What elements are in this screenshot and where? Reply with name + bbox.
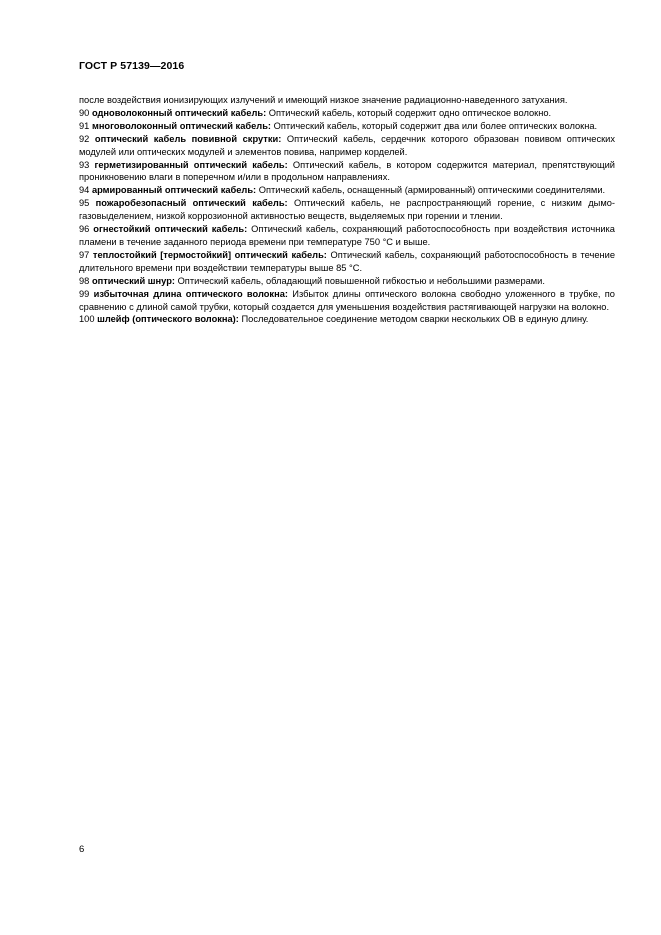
term-entry-100: [79, 313, 615, 326]
entry-number: 100: [79, 314, 95, 325]
page-number: 6: [79, 844, 85, 855]
term-definition: Избыток длины оптического волокна свободно уложенного в трубке, по сравнению с длиной самой трубки, который создается для уменьшения воздействия растягивающей нагрузки на волокно.: [79, 288, 615, 312]
term-entry-93: [79, 159, 615, 185]
term-entry-91: [79, 120, 615, 133]
term-entry-90: [79, 107, 615, 120]
term-definition: Оптический кабель, который содержит два или более оптических волокна.: [273, 120, 598, 131]
standard-designation: ГОСТ Р 57139—2016: [79, 60, 185, 72]
entry-number: 91: [79, 120, 90, 131]
term-name: пожаробезопасный оптический кабель:: [95, 198, 288, 209]
entry-number: 96: [79, 224, 90, 235]
term-definition: Оптический кабель, не распространяющий горение, с низким дымо-газовыделением, низкой коррозионной активностью веществ, выделяемых при горении и тлении.: [79, 198, 615, 222]
term-name: избыточная длина оптического волокна:: [93, 288, 288, 299]
term-definition: Оптический кабель, в котором содержится материал, препятствующий проникновению влаги в поперечном и/или в продольном направлениях.: [79, 159, 615, 183]
term-entry-97: [79, 249, 615, 275]
term-definition: Оптический кабель, который содержит одно оптическое волокно.: [268, 107, 552, 118]
entry-number: 97: [79, 249, 90, 260]
term-name: шлейф (оптического волокна):: [97, 314, 239, 325]
term-name: оптический шнур:: [91, 275, 175, 286]
entry-number: 98: [79, 275, 90, 286]
term-name: теплостойкий [термостойкий] оптический кабель:: [92, 249, 327, 260]
term-entry-92: [79, 133, 615, 159]
term-name: армированный оптический кабель:: [91, 185, 257, 196]
term-definition: Оптический кабель, обладающий повышенной гибкостью и небольшими размерами.: [177, 275, 545, 286]
term-name: оптический кабель повивной скрутки:: [94, 133, 282, 144]
term-definition: Оптический кабель, оснащенный (армированный) оптическими соединителями.: [258, 185, 606, 196]
term-definition: Оптический кабель, сохраняющий работоспособность в течение длительного времени при воздействии температуры выше 85 °С.: [79, 249, 615, 273]
entry-number: 94: [79, 185, 90, 196]
term-definition: Оптический кабель, сердечник которого образован повивом оптических модулей или оптических модулей и элементов повива, например корделей.: [79, 133, 615, 157]
term-entry-94: [79, 184, 615, 197]
term-entry-95: [79, 197, 615, 223]
term-definition: Оптический кабель, сохраняющий работоспособность при воздействия источника пламени в течение заданного периода времени при температуре 750 °С и выше.: [79, 224, 615, 247]
term-name: герметизированный оптический кабель:: [94, 159, 288, 170]
term-name: огнестойкий оптический кабель:: [93, 224, 248, 235]
entry-number: 95: [79, 198, 90, 209]
terms-list: [79, 94, 615, 326]
entry-number: 90: [79, 107, 90, 118]
entry-number: 92: [79, 133, 90, 144]
term-name: одноволоконный оптический кабель:: [91, 107, 267, 118]
continuation-text: после воздействия ионизирующих излучений и имеющий низкое значение радиационно-наведенного затухания.: [79, 95, 568, 105]
term-entry-98: [79, 275, 615, 288]
term-entry-96: [79, 223, 615, 249]
term-entry-99: [79, 288, 615, 314]
entry-number: 93: [79, 159, 90, 170]
entry-number: 99: [79, 288, 90, 299]
term-definition: Последовательное соединение методом сварки нескольких ОВ в единую длину.: [241, 314, 589, 325]
term-name: многоволоконный оптический кабель:: [91, 120, 272, 131]
